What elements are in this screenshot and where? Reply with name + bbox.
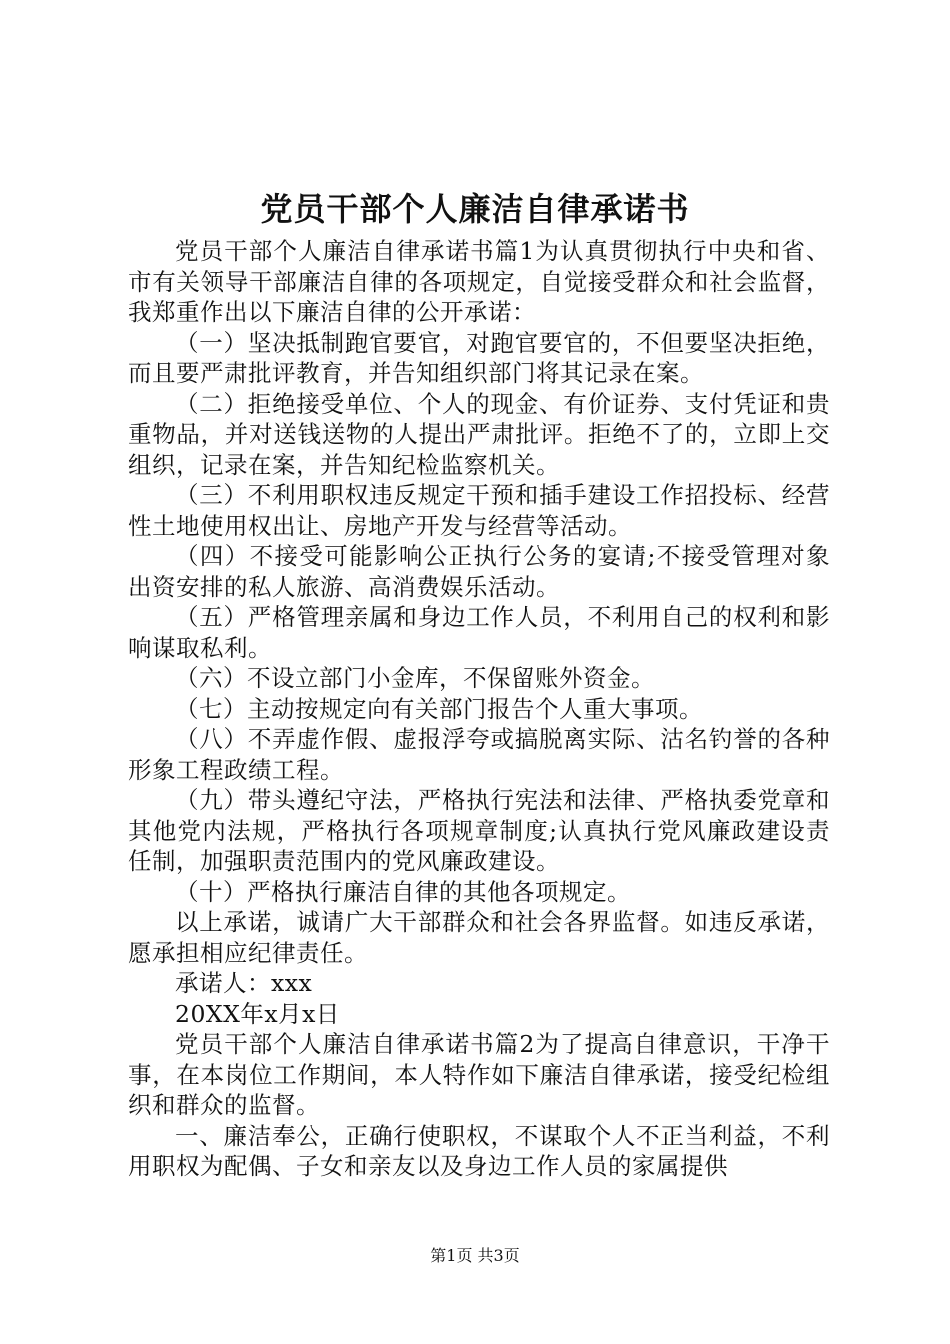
paragraph: （七）主动按规定向有关部门报告个人重大事项。 (175, 694, 703, 723)
paragraph: （十）严格执行廉洁自律的其他各项规定。 (175, 877, 631, 906)
paragraph: 以上承诺，诚请广大干部群众和社会各界监督。如违反承诺，愿承担相应纪律责任。 (128, 908, 830, 967)
paragraph: （八）不弄虚作假、虚报浮夸或搞脱离实际、沽名钓誉的各种形象工程政绩工程。 (128, 725, 830, 784)
date-line: 20XX年x月x日 (175, 999, 340, 1028)
paragraph: （五）严格管理亲属和身边工作人员，不利用自己的权利和影响谋取私利。 (128, 603, 830, 662)
document-title: 党员干部个人廉洁自律承诺书 (260, 190, 690, 228)
signature-line: 承诺人：xxx (175, 969, 313, 997)
paragraph: （二）拒绝接受单位、个人的现金、有价证券、支付凭证和贵重物品，并对送钱送物的人提出严肃批评。拒绝不了的，立即上交组织，记录在案，并告知纪检监察机关。 (128, 389, 830, 479)
paragraph: （六）不设立部门小金库，不保留账外资金。 (175, 664, 655, 692)
paragraph: （四）不接受可能影响公正执行公务的宴请;不接受管理对象出资安排的私人旅游、高消费娱乐活动。 (128, 542, 830, 601)
paragraph: 党员干部个人廉洁自律承诺书篇1为认真贯彻执行中央和省、市有关领导干部廉洁自律的各项规定，自觉接受群众和社会监督，我郑重作出以下廉洁自律的公开承诺： (128, 237, 830, 326)
paragraph: 一、廉洁奉公，正确行使职权，不谋取个人不正当利益，不利用职权为配偶、子女和亲友以及身边工作人员的家属提供 (128, 1121, 830, 1180)
paragraph: （九）带头遵纪守法，严格执行宪法和法律、严格执委党章和其他党内法规，严格执行各项规章制度;认真执行党风廉政建设责任制，加强职责范围内的党风廉政建设。 (128, 786, 830, 875)
document-body (128, 236, 830, 1182)
paragraph: 党员干部个人廉洁自律承诺书篇2为了提高自律意识，干净干事，在本岗位工作期间，本人特作如下廉洁自律承诺，接受纪检组织和群众的监督。 (128, 1030, 830, 1119)
page-footer: 第1页 共3页 (430, 1246, 520, 1265)
paragraph: （一）坚决抵制跑官要官，对跑官要官的，不但要坚决拒绝，而且要严肃批评教育，并告知组织部门将其记录在案。 (128, 328, 830, 387)
paragraph: （三）不利用职权违反规定干预和插手建设工作招投标、经营性土地使用权出让、房地产开发与经营等活动。 (128, 481, 830, 540)
